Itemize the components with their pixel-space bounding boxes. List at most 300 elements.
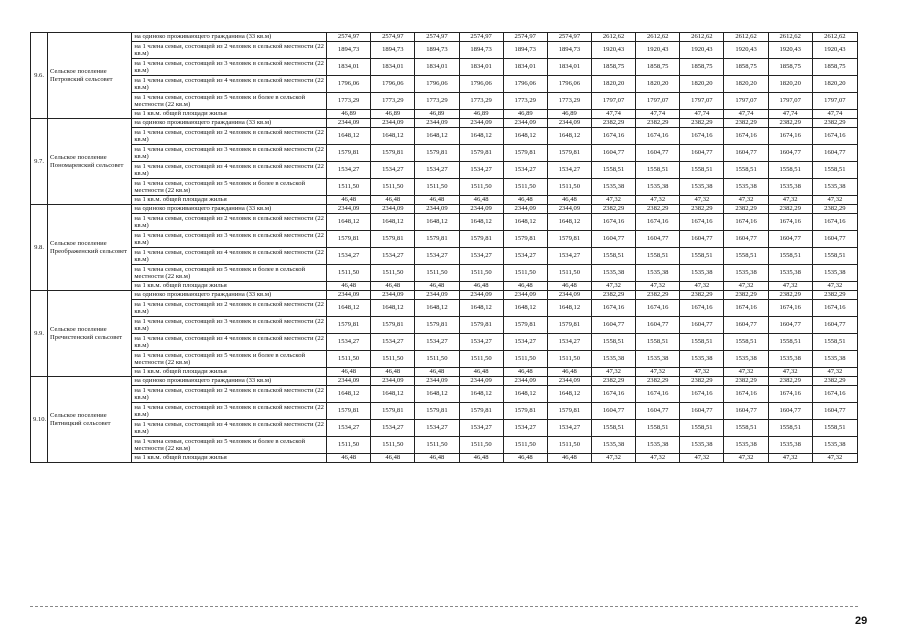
tariff-value-cell: 2344,09 xyxy=(415,377,459,386)
tariff-table xyxy=(30,32,858,463)
tariff-value-cell: 1579,81 xyxy=(415,145,459,162)
category-label: на 1 члена семьи, состоящей из 4 человек в сельской местности (22 кв.м) xyxy=(132,334,327,351)
table-row xyxy=(31,454,858,463)
table-row xyxy=(31,368,858,377)
tariff-value-cell: 1858,75 xyxy=(680,59,724,76)
tariff-value-cell: 1858,75 xyxy=(636,59,680,76)
table-row xyxy=(31,196,858,205)
tariff-value-cell: 1920,43 xyxy=(812,42,857,59)
tariff-value-cell: 1511,50 xyxy=(415,437,459,454)
tariff-value-cell: 2344,09 xyxy=(415,119,459,128)
tariff-value-cell: 2382,29 xyxy=(680,119,724,128)
tariff-value-cell: 1534,27 xyxy=(327,334,371,351)
tariff-value-cell: 47,32 xyxy=(636,282,680,291)
tariff-value-cell: 1648,12 xyxy=(459,300,503,317)
tariff-value-cell: 1674,16 xyxy=(724,214,768,231)
tariff-value-cell: 1773,29 xyxy=(547,93,591,110)
tariff-value-cell: 1648,12 xyxy=(415,214,459,231)
tariff-value-cell: 2344,09 xyxy=(371,119,415,128)
tariff-value-cell: 46,48 xyxy=(503,282,547,291)
tariff-value-cell: 1674,16 xyxy=(636,300,680,317)
tariff-value-cell: 47,32 xyxy=(812,196,857,205)
category-label: на 1 члена семьи, состоящей из 2 человек в сельской местности (22 кв.м) xyxy=(132,42,327,59)
tariff-value-cell: 2574,97 xyxy=(371,33,415,42)
tariff-value-cell: 1894,73 xyxy=(371,42,415,59)
tariff-value-cell: 46,48 xyxy=(327,282,371,291)
tariff-value-cell: 2382,29 xyxy=(636,377,680,386)
tariff-value-cell: 1674,16 xyxy=(724,128,768,145)
tariff-value-cell: 1579,81 xyxy=(503,145,547,162)
tariff-value-cell: 1674,16 xyxy=(636,214,680,231)
tariff-value-cell: 1648,12 xyxy=(547,214,591,231)
tariff-value-cell: 1511,50 xyxy=(415,265,459,282)
tariff-value-cell: 1674,16 xyxy=(768,300,812,317)
tariff-value-cell: 1558,51 xyxy=(812,420,857,437)
tariff-value-cell: 2344,09 xyxy=(503,377,547,386)
tariff-value-cell: 1558,51 xyxy=(768,334,812,351)
tariff-value-cell: 1797,07 xyxy=(812,93,857,110)
category-label: на 1 члена семьи, состоящей из 5 человек и более в сельской местности (22 кв.м) xyxy=(132,93,327,110)
tariff-value-cell: 2382,29 xyxy=(812,291,857,300)
tariff-value-cell: 1648,12 xyxy=(371,300,415,317)
tariff-value-cell: 1579,81 xyxy=(547,403,591,420)
tariff-value-cell: 1648,12 xyxy=(547,128,591,145)
tariff-value-cell: 47,32 xyxy=(724,454,768,463)
tariff-value-cell: 2344,09 xyxy=(547,291,591,300)
tariff-value-cell: 1674,16 xyxy=(724,300,768,317)
tariff-value-cell: 1558,51 xyxy=(812,162,857,179)
tariff-value-cell: 1579,81 xyxy=(371,231,415,248)
category-label: на одиноко проживающего гражданина (33 кв.м) xyxy=(132,205,327,214)
tariff-value-cell: 1511,50 xyxy=(327,179,371,196)
tariff-value-cell: 1648,12 xyxy=(327,128,371,145)
tariff-value-cell: 1534,27 xyxy=(415,162,459,179)
tariff-value-cell: 2382,29 xyxy=(680,205,724,214)
tariff-value-cell: 2382,29 xyxy=(724,291,768,300)
settlement-name: Сельское поселение Петровский сельсовет xyxy=(48,33,132,119)
tariff-value-cell: 47,32 xyxy=(812,368,857,377)
category-label: на 1 кв.м. общей площади жилья xyxy=(132,196,327,205)
tariff-value-cell: 2382,29 xyxy=(768,205,812,214)
table-row xyxy=(31,437,858,454)
tariff-value-cell: 1834,01 xyxy=(503,59,547,76)
tariff-value-cell: 1773,29 xyxy=(459,93,503,110)
tariff-value-cell: 1648,12 xyxy=(459,214,503,231)
settlement-name: Сельское поселение Преображенский сельсовет xyxy=(48,205,132,291)
category-label: на 1 члена семьи, состоящей из 2 человек в сельской местности (22 кв.м) xyxy=(132,300,327,317)
tariff-value-cell: 1511,50 xyxy=(459,351,503,368)
tariff-value-cell: 1604,77 xyxy=(591,231,635,248)
tariff-value-cell: 47,74 xyxy=(724,110,768,119)
tariff-value-cell: 1604,77 xyxy=(812,403,857,420)
tariff-value-cell: 46,48 xyxy=(547,454,591,463)
tariff-value-cell: 2612,62 xyxy=(724,33,768,42)
tariff-value-cell: 1579,81 xyxy=(415,317,459,334)
tariff-value-cell: 46,48 xyxy=(371,454,415,463)
category-label: на одиноко проживающего гражданина (33 кв.м) xyxy=(132,291,327,300)
tariff-value-cell: 2344,09 xyxy=(547,119,591,128)
category-label: на 1 члена семьи, состоящей из 4 человек в сельской местности (22 кв.м) xyxy=(132,248,327,265)
tariff-value-cell: 1579,81 xyxy=(371,317,415,334)
tariff-value-cell: 2574,97 xyxy=(547,33,591,42)
tariff-value-cell: 1534,27 xyxy=(371,248,415,265)
tariff-value-cell: 2612,62 xyxy=(812,33,857,42)
tariff-value-cell: 47,32 xyxy=(636,454,680,463)
tariff-value-cell: 1674,16 xyxy=(812,128,857,145)
tariff-value-cell: 2344,09 xyxy=(371,291,415,300)
settlement-name: Сельское поселение Пономаревский сельсовет xyxy=(48,119,132,205)
tariff-value-cell: 46,48 xyxy=(415,196,459,205)
category-label: на 1 кв.м. общей площади жилья xyxy=(132,454,327,463)
tariff-value-cell: 2344,09 xyxy=(415,205,459,214)
tariff-value-cell: 47,32 xyxy=(768,368,812,377)
tariff-value-cell: 1579,81 xyxy=(371,145,415,162)
table-row xyxy=(31,119,858,128)
tariff-value-cell: 1648,12 xyxy=(415,128,459,145)
tariff-value-cell: 1579,81 xyxy=(547,231,591,248)
tariff-value-cell: 1558,51 xyxy=(680,162,724,179)
tariff-value-cell: 1534,27 xyxy=(459,162,503,179)
tariff-value-cell: 46,48 xyxy=(371,368,415,377)
tariff-value-cell: 1579,81 xyxy=(415,231,459,248)
tariff-value-cell: 2382,29 xyxy=(812,119,857,128)
section-number: 9.8. xyxy=(31,205,48,291)
tariff-value-cell: 1604,77 xyxy=(724,231,768,248)
tariff-value-cell: 1648,12 xyxy=(415,300,459,317)
category-label: на 1 члена семьи, состоящей из 2 человек в сельской местности (22 кв.м) xyxy=(132,386,327,403)
tariff-value-cell: 1535,38 xyxy=(768,437,812,454)
tariff-value-cell: 1579,81 xyxy=(547,145,591,162)
tariff-value-cell: 1674,16 xyxy=(812,214,857,231)
category-label: на 1 члена семьи, состоящей из 4 человек в сельской местности (22 кв.м) xyxy=(132,76,327,93)
category-label: на 1 члена семьи, состоящей из 3 человек в сельской местности (22 кв.м) xyxy=(132,403,327,420)
tariff-value-cell: 1579,81 xyxy=(327,145,371,162)
tariff-value-cell: 1797,07 xyxy=(591,93,635,110)
tariff-value-cell: 1674,16 xyxy=(591,300,635,317)
tariff-value-cell: 1796,06 xyxy=(547,76,591,93)
tariff-value-cell: 2382,29 xyxy=(768,119,812,128)
tariff-value-cell: 1534,27 xyxy=(327,162,371,179)
tariff-value-cell: 1534,27 xyxy=(503,248,547,265)
tariff-value-cell: 1894,73 xyxy=(547,42,591,59)
table-row xyxy=(31,205,858,214)
table-row xyxy=(31,334,858,351)
tariff-value-cell: 1674,16 xyxy=(768,128,812,145)
tariff-value-cell: 47,32 xyxy=(768,282,812,291)
table-row xyxy=(31,76,858,93)
tariff-value-cell: 1674,16 xyxy=(724,386,768,403)
tariff-value-cell: 1773,29 xyxy=(503,93,547,110)
tariff-value-cell: 1535,38 xyxy=(768,351,812,368)
tariff-value-cell: 1796,06 xyxy=(371,76,415,93)
tariff-value-cell: 1535,38 xyxy=(724,437,768,454)
tariff-value-cell: 46,48 xyxy=(415,282,459,291)
tariff-value-cell: 1511,50 xyxy=(415,351,459,368)
tariff-value-cell: 2344,09 xyxy=(327,291,371,300)
tariff-value-cell: 1894,73 xyxy=(459,42,503,59)
tariff-value-cell: 1534,27 xyxy=(459,248,503,265)
tariff-value-cell: 1558,51 xyxy=(636,420,680,437)
tariff-value-cell: 1579,81 xyxy=(503,403,547,420)
tariff-value-cell: 1604,77 xyxy=(680,145,724,162)
tariff-value-cell: 1558,51 xyxy=(680,248,724,265)
tariff-value-cell: 2382,29 xyxy=(812,205,857,214)
tariff-value-cell: 1579,81 xyxy=(503,317,547,334)
table-row xyxy=(31,214,858,231)
tariff-value-cell: 1511,50 xyxy=(547,351,591,368)
tariff-value-cell: 1558,51 xyxy=(591,248,635,265)
tariff-value-cell: 1648,12 xyxy=(371,128,415,145)
table-row xyxy=(31,300,858,317)
tariff-value-cell: 1674,16 xyxy=(768,214,812,231)
table-row xyxy=(31,128,858,145)
tariff-value-cell: 1535,38 xyxy=(680,265,724,282)
tariff-value-cell: 1834,01 xyxy=(547,59,591,76)
table-row xyxy=(31,93,858,110)
tariff-value-cell: 2344,09 xyxy=(503,119,547,128)
tariff-value-cell: 1535,38 xyxy=(636,351,680,368)
tariff-value-cell: 1558,51 xyxy=(768,162,812,179)
tariff-value-cell: 2574,97 xyxy=(503,33,547,42)
tariff-value-cell: 1535,38 xyxy=(812,437,857,454)
table-row xyxy=(31,162,858,179)
tariff-value-cell: 47,32 xyxy=(768,454,812,463)
section-number: 9.9. xyxy=(31,291,48,377)
tariff-value-cell: 1648,12 xyxy=(547,386,591,403)
tariff-value-cell: 1834,01 xyxy=(371,59,415,76)
tariff-value-cell: 1674,16 xyxy=(636,128,680,145)
tariff-value-cell: 1535,38 xyxy=(768,179,812,196)
tariff-value-cell: 1579,81 xyxy=(459,403,503,420)
tariff-value-cell: 1894,73 xyxy=(503,42,547,59)
tariff-value-cell: 47,32 xyxy=(768,196,812,205)
tariff-value-cell: 46,48 xyxy=(547,368,591,377)
tariff-value-cell: 46,48 xyxy=(547,282,591,291)
category-label: на 1 члена семьи, состоящей из 2 человек в сельской местности (22 кв.м) xyxy=(132,128,327,145)
tariff-value-cell: 1535,38 xyxy=(724,179,768,196)
tariff-value-cell: 1534,27 xyxy=(547,334,591,351)
tariff-value-cell: 1558,51 xyxy=(680,334,724,351)
tariff-value-cell: 1579,81 xyxy=(459,317,503,334)
tariff-value-cell: 1511,50 xyxy=(371,351,415,368)
category-label: на 1 кв.м. общей площади жилья xyxy=(132,282,327,291)
table-row xyxy=(31,42,858,59)
table-body xyxy=(31,33,858,463)
tariff-value-cell: 1920,43 xyxy=(636,42,680,59)
tariff-value-cell: 1674,16 xyxy=(591,214,635,231)
table-row xyxy=(31,282,858,291)
tariff-value-cell: 1648,12 xyxy=(503,300,547,317)
tariff-value-cell: 2382,29 xyxy=(724,119,768,128)
tariff-value-cell: 46,48 xyxy=(415,368,459,377)
tariff-value-cell: 1834,01 xyxy=(327,59,371,76)
tariff-value-cell: 46,48 xyxy=(371,196,415,205)
tariff-value-cell: 1534,27 xyxy=(547,162,591,179)
tariff-value-cell: 1535,38 xyxy=(636,179,680,196)
tariff-value-cell: 1773,29 xyxy=(327,93,371,110)
category-label: на 1 члена семьи, состоящей из 2 человек в сельской местности (22 кв.м) xyxy=(132,214,327,231)
tariff-value-cell: 2382,29 xyxy=(812,377,857,386)
tariff-value-cell: 1834,01 xyxy=(459,59,503,76)
tariff-value-cell: 1604,77 xyxy=(724,317,768,334)
tariff-value-cell: 1796,06 xyxy=(327,76,371,93)
table-row xyxy=(31,291,858,300)
tariff-value-cell: 1820,20 xyxy=(724,76,768,93)
tariff-value-cell: 1535,38 xyxy=(812,265,857,282)
tariff-value-cell: 1534,27 xyxy=(415,334,459,351)
tariff-value-cell: 46,89 xyxy=(327,110,371,119)
tariff-value-cell: 1920,43 xyxy=(591,42,635,59)
tariff-value-cell: 1511,50 xyxy=(371,437,415,454)
tariff-value-cell: 1820,20 xyxy=(636,76,680,93)
category-label: на 1 члена семьи, состоящей из 5 человек и более в сельской местности (22 кв.м) xyxy=(132,179,327,196)
tariff-value-cell: 47,32 xyxy=(680,368,724,377)
table-row xyxy=(31,377,858,386)
tariff-value-cell: 1604,77 xyxy=(724,403,768,420)
tariff-value-cell: 47,32 xyxy=(591,196,635,205)
tariff-value-cell: 1604,77 xyxy=(591,317,635,334)
tariff-value-cell: 2574,97 xyxy=(415,33,459,42)
tariff-value-cell: 1511,50 xyxy=(459,437,503,454)
tariff-value-cell: 1604,77 xyxy=(768,145,812,162)
table-row xyxy=(31,33,858,42)
tariff-value-cell: 1820,20 xyxy=(591,76,635,93)
tariff-value-cell: 1858,75 xyxy=(724,59,768,76)
tariff-value-cell: 1534,27 xyxy=(459,334,503,351)
tariff-value-cell: 1534,27 xyxy=(327,248,371,265)
tariff-value-cell: 1558,51 xyxy=(768,420,812,437)
tariff-value-cell: 2344,09 xyxy=(547,377,591,386)
tariff-value-cell: 1858,75 xyxy=(768,59,812,76)
tariff-value-cell: 46,48 xyxy=(459,282,503,291)
tariff-value-cell: 1604,77 xyxy=(768,231,812,248)
tariff-value-cell: 1558,51 xyxy=(591,420,635,437)
tariff-value-cell: 46,48 xyxy=(327,454,371,463)
tariff-value-cell: 46,48 xyxy=(459,368,503,377)
tariff-value-cell: 47,74 xyxy=(812,110,857,119)
tariff-value-cell: 1648,12 xyxy=(327,386,371,403)
tariff-value-cell: 1535,38 xyxy=(680,179,724,196)
tariff-value-cell: 46,89 xyxy=(459,110,503,119)
tariff-value-cell: 1511,50 xyxy=(371,265,415,282)
tariff-value-cell: 1604,77 xyxy=(724,145,768,162)
tariff-value-cell: 2344,09 xyxy=(327,205,371,214)
tariff-value-cell: 1558,51 xyxy=(812,248,857,265)
tariff-value-cell: 1511,50 xyxy=(547,265,591,282)
tariff-value-cell: 46,48 xyxy=(459,196,503,205)
tariff-value-cell: 1796,06 xyxy=(503,76,547,93)
tariff-value-cell: 1604,77 xyxy=(680,317,724,334)
tariff-value-cell: 1534,27 xyxy=(415,420,459,437)
tariff-value-cell: 1797,07 xyxy=(768,93,812,110)
tariff-value-cell: 1534,27 xyxy=(327,420,371,437)
tariff-value-cell: 1773,29 xyxy=(371,93,415,110)
tariff-value-cell: 1773,29 xyxy=(415,93,459,110)
tariff-value-cell: 47,32 xyxy=(724,196,768,205)
category-label: на 1 члена семьи, состоящей из 4 человек в сельской местности (22 кв.м) xyxy=(132,162,327,179)
tariff-value-cell: 1535,38 xyxy=(636,265,680,282)
tariff-value-cell: 1648,12 xyxy=(371,386,415,403)
tariff-value-cell: 1579,81 xyxy=(459,231,503,248)
tariff-value-cell: 1920,43 xyxy=(724,42,768,59)
category-label: на одиноко проживающего гражданина (33 кв.м) xyxy=(132,377,327,386)
tariff-value-cell: 1534,27 xyxy=(503,334,547,351)
tariff-value-cell: 1894,73 xyxy=(415,42,459,59)
tariff-value-cell: 2612,62 xyxy=(636,33,680,42)
tariff-value-cell: 1674,16 xyxy=(812,386,857,403)
category-label: на 1 кв.м. общей площади жилья xyxy=(132,368,327,377)
table-row xyxy=(31,403,858,420)
tariff-value-cell: 1579,81 xyxy=(547,317,591,334)
tariff-value-cell: 46,48 xyxy=(327,368,371,377)
tariff-value-cell: 1558,51 xyxy=(724,162,768,179)
tariff-value-cell: 46,48 xyxy=(415,454,459,463)
category-label: на 1 члена семьи, состоящей из 3 человек в сельской местности (22 кв.м) xyxy=(132,317,327,334)
tariff-value-cell: 1648,12 xyxy=(327,300,371,317)
tariff-value-cell: 1648,12 xyxy=(371,214,415,231)
tariff-value-cell: 2382,29 xyxy=(680,377,724,386)
tariff-value-cell: 1558,51 xyxy=(591,162,635,179)
category-label: на одиноко проживающего гражданина (33 кв.м) xyxy=(132,33,327,42)
tariff-value-cell: 1674,16 xyxy=(591,128,635,145)
tariff-value-cell: 1604,77 xyxy=(812,231,857,248)
tariff-value-cell: 1534,27 xyxy=(503,420,547,437)
tariff-value-cell: 1604,77 xyxy=(591,145,635,162)
tariff-value-cell: 2612,62 xyxy=(591,33,635,42)
tariff-value-cell: 1920,43 xyxy=(680,42,724,59)
tariff-value-cell: 1579,81 xyxy=(327,403,371,420)
table-row xyxy=(31,386,858,403)
tariff-value-cell: 47,74 xyxy=(591,110,635,119)
tariff-value-cell: 1535,38 xyxy=(591,179,635,196)
tariff-value-cell: 1648,12 xyxy=(503,386,547,403)
tariff-value-cell: 1535,38 xyxy=(812,179,857,196)
tariff-value-cell: 1558,51 xyxy=(636,162,680,179)
tariff-value-cell: 1558,51 xyxy=(724,248,768,265)
tariff-value-cell: 1648,12 xyxy=(547,300,591,317)
tariff-value-cell: 47,74 xyxy=(680,110,724,119)
tariff-value-cell: 1534,27 xyxy=(547,248,591,265)
tariff-value-cell: 46,89 xyxy=(503,110,547,119)
tariff-value-cell: 1534,27 xyxy=(503,162,547,179)
tariff-value-cell: 2382,29 xyxy=(636,205,680,214)
tariff-value-cell: 47,32 xyxy=(636,196,680,205)
tariff-value-cell: 46,89 xyxy=(547,110,591,119)
tariff-value-cell: 1535,38 xyxy=(680,351,724,368)
table-row xyxy=(31,179,858,196)
table-row xyxy=(31,231,858,248)
tariff-value-cell: 1797,07 xyxy=(636,93,680,110)
tariff-value-cell: 1535,38 xyxy=(724,351,768,368)
tariff-value-cell: 47,32 xyxy=(812,454,857,463)
tariff-value-cell: 2344,09 xyxy=(371,377,415,386)
category-label: на 1 кв.м. общей площади жилья xyxy=(132,110,327,119)
tariff-value-cell: 46,48 xyxy=(371,282,415,291)
tariff-value-cell: 2382,29 xyxy=(591,377,635,386)
tariff-value-cell: 46,48 xyxy=(503,368,547,377)
tariff-value-cell: 1796,06 xyxy=(459,76,503,93)
tariff-value-cell: 46,48 xyxy=(503,454,547,463)
tariff-value-cell: 1534,27 xyxy=(371,334,415,351)
tariff-value-cell: 1674,16 xyxy=(591,386,635,403)
tariff-value-cell: 1535,38 xyxy=(591,351,635,368)
tariff-value-cell: 1648,12 xyxy=(415,386,459,403)
tariff-value-cell: 47,74 xyxy=(768,110,812,119)
tariff-value-cell: 1535,38 xyxy=(636,437,680,454)
category-label: на одиноко проживающего гражданина (33 кв.м) xyxy=(132,119,327,128)
tariff-value-cell: 47,32 xyxy=(724,282,768,291)
tariff-value-cell: 1535,38 xyxy=(724,265,768,282)
